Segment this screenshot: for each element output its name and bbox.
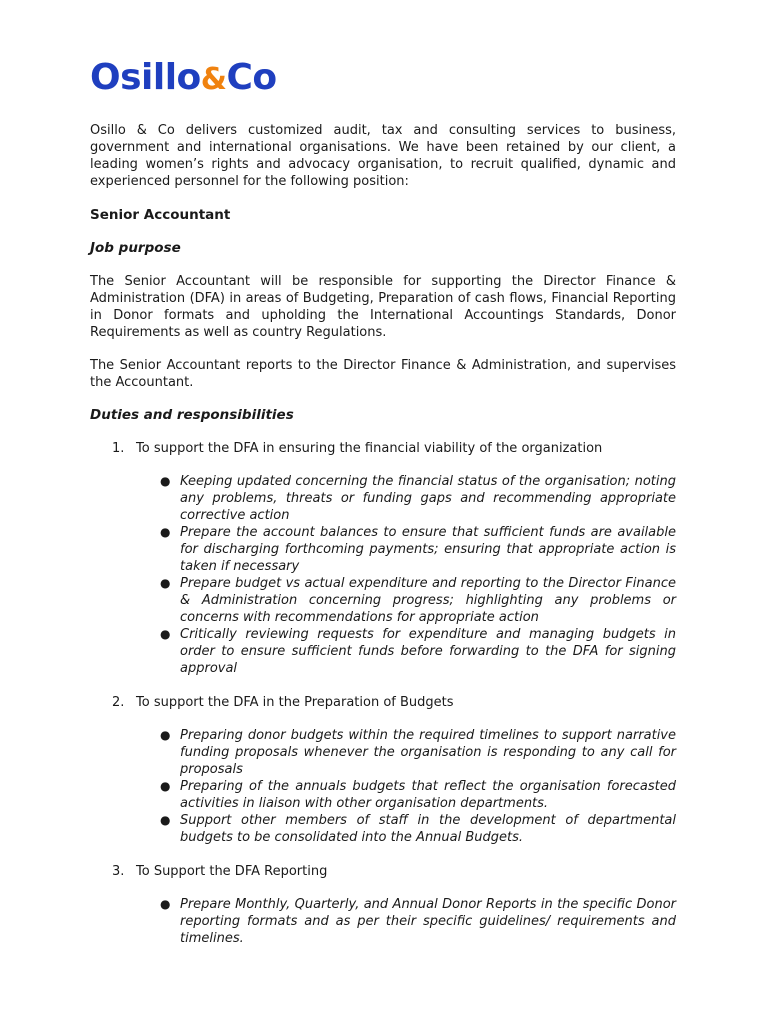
- duties-list: [90, 440, 676, 947]
- position-title: Senior Accountant: [90, 207, 231, 223]
- bullet-item: ● Preparing of the annuals budgets that reflect the organisation forecasted activities in liaison with other organisation departments.: [160, 779, 676, 811]
- bullet-icon: ●: [160, 813, 171, 827]
- logo-ampersand: &: [200, 62, 227, 97]
- bullet-item: ● Support other members of staff in the development of departmental budgets to be consolidated into the Annual Budgets.: [160, 813, 676, 845]
- duty-section-3: [90, 863, 676, 947]
- document-page: [90, 56, 676, 964]
- bullet-icon: ●: [160, 779, 171, 793]
- company-logo: [90, 56, 676, 100]
- bullet-icon: ●: [160, 627, 171, 641]
- duty-bullets: [90, 896, 676, 947]
- bullet-icon: ●: [160, 576, 171, 590]
- duty-title: To support the DFA in ensuring the financial viability of the organization: [136, 441, 603, 456]
- duty-number: 2.: [112, 695, 125, 710]
- duty-bullets: [90, 473, 676, 677]
- bullet-item: ● Critically reviewing requests for expenditure and managing budgets in order to ensure sufficient funds before forwarding to the DFA for signing approval: [160, 627, 676, 676]
- duty-bullets: [90, 727, 676, 846]
- bullet-item: ● Prepare Monthly, Quarterly, and Annual Donor Reports in the specific Donor reporting formats and as per their specific guidelines/ requirements and timelines.: [160, 897, 676, 946]
- bullet-icon: ●: [160, 525, 171, 539]
- bullet-icon: ●: [160, 728, 171, 742]
- job-purpose-paragraph-2: The Senior Accountant reports to the Director Finance & Administration, and supervises the Accountant.: [90, 358, 676, 390]
- bullet-item: ● Prepare budget vs actual expenditure and reporting to the Director Finance & Administration concerning progress; highlighting any problems or concerns with recommendations for appropriate action: [160, 576, 676, 625]
- duty-number: 3.: [112, 864, 125, 879]
- intro-paragraph: Osillo & Co delivers customized audit, tax and consulting services to business, government and international organisations. We have been retained by our client, a leading women’s rights and advocacy organisation, to recruit qualified, dynamic and experienced personnel for the following position:: [90, 123, 676, 189]
- job-purpose-paragraph-1: The Senior Accountant will be responsible for supporting the Director Finance & Administration (DFA) in areas of Budgeting, Preparation of cash flows, Financial Reporting in Donor formats and upholding the International Accountings Standards, Donor Requirements as well as country Regulations.: [90, 274, 676, 340]
- duty-title: To Support the DFA Reporting: [136, 864, 328, 879]
- bullet-item: ● Preparing donor budgets within the required timelines to support narrative funding proposals whenever the organisation is responding to any call for proposals: [160, 728, 676, 777]
- duty-section-2: [90, 694, 676, 846]
- logo-word-co: Co: [226, 57, 277, 98]
- job-purpose-heading: Job purpose: [90, 240, 181, 256]
- bullet-icon: ●: [160, 897, 171, 911]
- bullet-item: ● Keeping updated concerning the financial status of the organisation; noting any problems, threats or funding gaps and recommending appropriate corrective action: [160, 474, 676, 523]
- duty-number: 1.: [112, 441, 125, 456]
- logo-word-osillo: Osillo: [90, 57, 201, 98]
- bullet-item: ● Prepare the account balances to ensure that sufficient funds are available for discharging forthcoming payments; ensuring that appropriate action is taken if necessary: [160, 525, 676, 574]
- duty-title: To support the DFA in the Preparation of Budgets: [136, 695, 454, 710]
- bullet-icon: ●: [160, 474, 171, 488]
- duties-heading: Duties and responsibilities: [90, 407, 294, 423]
- duty-section-1: [90, 440, 676, 677]
